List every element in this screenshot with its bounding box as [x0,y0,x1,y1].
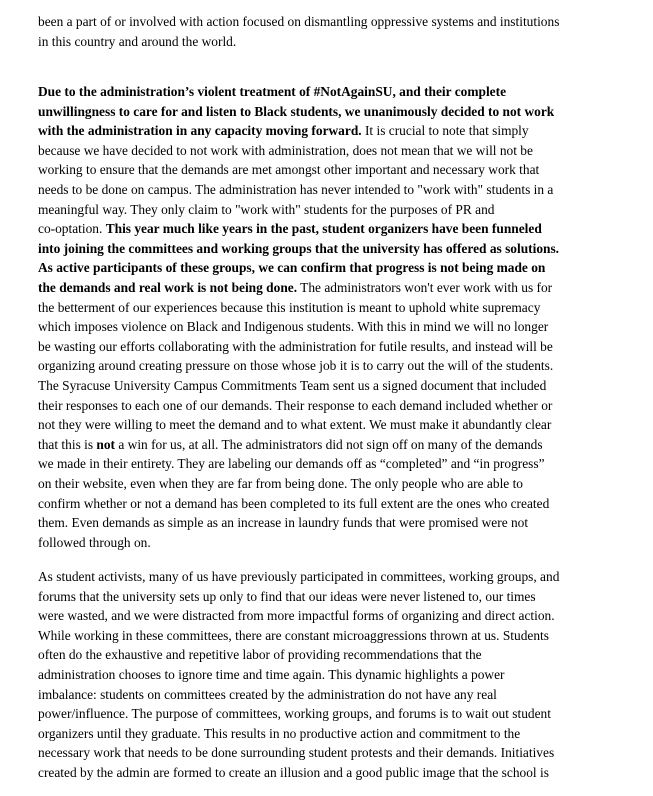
text-line [38,435,598,455]
text-line [38,415,598,435]
bold-text-run: unwillingness to care for and listen to Black students, we unanimously decided to not work [38,103,555,119]
text-run: organizers until they graduate. This results in no productive action and commitment to the [38,725,521,741]
text-run: power/influence. The purpose of committees, working groups, and forums is to wait out student [38,706,551,722]
text-run: we made in their entirety. They are labeling our demands off as “completed” and “in progress” [38,456,545,472]
text-run: were wasted, and we were distracted from more impactful forms of organizing and direct action. [38,608,555,624]
paragraph-student-activists [38,567,598,783]
text-run: created by the admin are formed to create an illusion and a good public image that the school is [38,764,549,780]
text-line [38,200,598,220]
text-run: The Syracuse University Campus Commitments Team sent us a signed document that included [38,378,547,393]
text-run: on their website, even when they are far from being done. The only people who are able to [38,475,523,491]
text-line [38,317,598,337]
text-run: imbalance: students on committees created by the administration do not have any real [38,686,497,702]
text-run: be wasting our efforts collaborating with the administration for futile results, and instead will be [38,338,553,354]
text-run: not they were willing to meet the demand and to what extent. We must make it abundantly clear [38,417,552,433]
paragraph-administration-stance [38,82,598,376]
text-line [38,513,598,533]
text-line [38,743,598,763]
text-run: a win for us, at all. The administrators did not sign off on many of the demands [115,436,543,452]
text-run: working to ensure that the demands are met amongst other important and necessary work that [38,162,540,178]
text-line [38,474,598,494]
text-run: often do the exhaustive and repetitive labor of providing recommendations that the [38,647,482,663]
text-line [38,219,598,239]
text-run: their responses to each one of our demands. Their response to each demand included whether or [38,397,553,413]
text-run: forums that the university sets up only to find that our ideas were never listened to, our times [38,588,536,604]
text-line [38,356,598,376]
text-line [38,298,598,318]
text-line [38,454,598,474]
text-line [38,239,598,259]
text-line [38,337,598,357]
text-line [38,606,598,626]
text-line [38,32,598,52]
text-line [38,121,598,141]
text-line [38,724,598,744]
text-line [38,645,598,665]
text-line [38,160,598,180]
text-run: the betterment of our experiences because this institution is meant to uphold white supremacy [38,299,541,315]
text-line [38,494,598,514]
text-run: been a part of or involved with action focused on dismantling oppressive systems and institutions [38,14,560,29]
text-line [38,763,598,783]
text-line [38,258,598,278]
paragraph-intro-continuation [38,12,598,51]
text-run: meaningful way. They only claim to "work with" students for the purposes of PR and [38,201,495,217]
text-line [38,567,598,587]
text-line [38,376,598,396]
text-run: needs to be done on campus. The administration has never intended to "work with" students in a [38,181,554,197]
paragraph-campus-commitments [38,376,598,552]
text-line [38,626,598,646]
text-run: As student activists, many of us have previously participated in committees, working groups, and [38,569,560,584]
text-run: While working in these committees, there are constant microaggressions thrown at us. Students [38,627,549,643]
text-line [38,704,598,724]
text-line [38,665,598,685]
text-line [38,685,598,705]
text-line [38,396,598,416]
text-run: because we have decided to not work with administration, does not mean that we will not be [38,142,533,158]
text-line [38,278,598,298]
text-run: It is crucial to note that simply [361,123,529,139]
text-run: organizing around creating pressure on those whose job it is to carry out the will of the students. [38,358,554,374]
text-run: administration chooses to ignore time and time again. This dynamic highlights a power [38,666,505,682]
text-run: necessary work that needs to be done surrounding student protests and their demands. Initiatives [38,745,555,761]
text-run: which imposes violence on Black and Indigenous students. With this in mind we will no longer [38,319,549,335]
bold-text-run: into joining the committees and working groups that the university has offered as solutions. [38,240,560,256]
text-run: them. Even demands as simple as an increase in laundry funds that were promised were not [38,515,529,531]
bold-text-run: As active participants of these groups, we can confirm that progress is not being made on [38,260,546,276]
bold-text-run: not [96,436,116,452]
text-line [38,533,598,553]
text-line [38,180,598,200]
text-run: confirm whether or not a demand has been completed to its full extent are the ones who created [38,495,550,511]
text-line [38,587,598,607]
text-line [38,82,598,102]
text-run: followed through on. [38,534,151,550]
text-line [38,102,598,122]
text-run: that this is [38,436,97,452]
bold-text-run: Due to the administration’s violent treatment of #NotAgainSU, and their complete [38,84,507,99]
bold-text-run: the demands and real work is not being done. [38,279,298,295]
bold-text-run: with the administration in any capacity moving forward. [38,123,362,139]
text-line [38,12,598,32]
text-run: The administrators won't ever work with us for [297,279,553,295]
bold-text-run: This year much like years in the past, student organizers have been funneled [105,221,542,237]
text-line [38,141,598,161]
text-run: in this country and around the world. [38,33,237,49]
text-run: co-optation. [38,221,106,237]
